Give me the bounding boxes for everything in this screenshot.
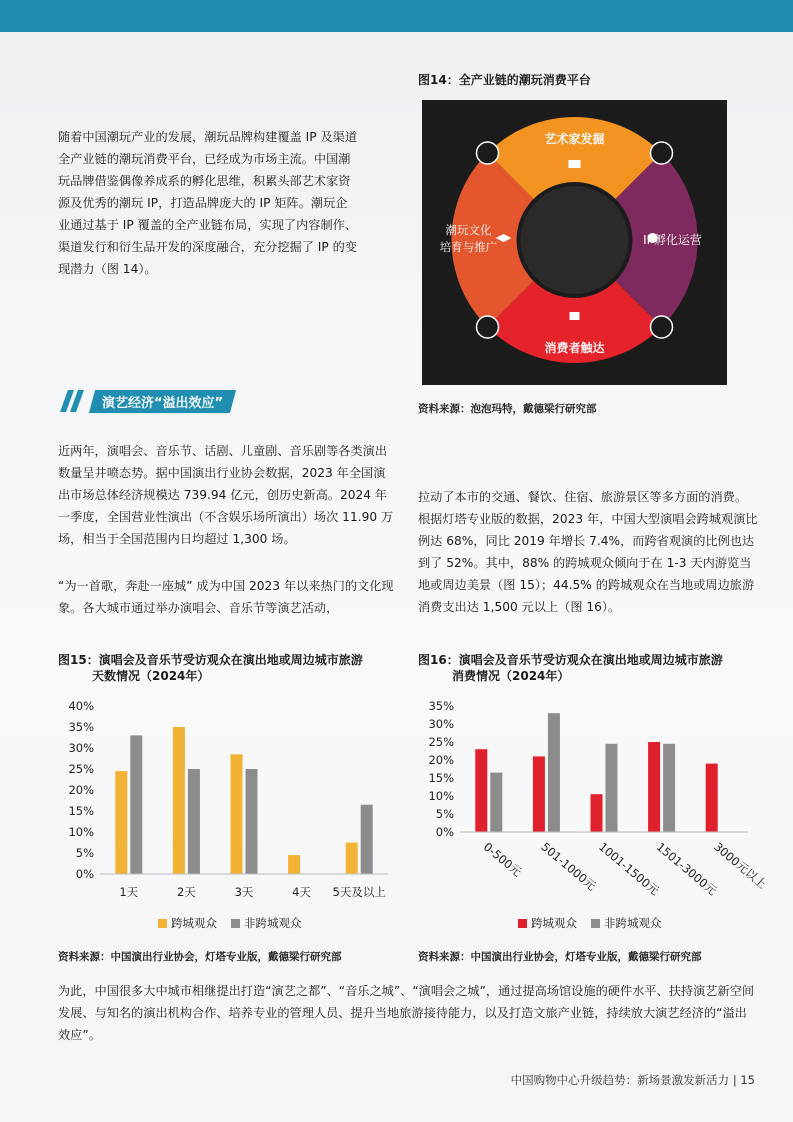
legend-label: 跨城观众: [171, 916, 217, 930]
artist-icon: [569, 160, 581, 168]
section-title: 演艺经济“溢出效应”: [102, 395, 224, 411]
bar: [346, 843, 358, 875]
y-tick-label: 10%: [68, 825, 94, 839]
segment-label-bottom: 消费者触达: [544, 341, 605, 355]
arrow-icon: [651, 316, 673, 338]
y-tick-label: 25%: [68, 762, 94, 776]
y-tick-label: 35%: [428, 699, 454, 713]
y-tick-label: 15%: [68, 804, 94, 818]
intro-paragraph: 随着中国潮玩产业的发展，潮玩品牌构建覆盖 IP 及渠道全产业链的潮玩消费平台，已经成为市场主流。中国潮玩品牌借鉴偶像养成系的孵化思维，积累头部艺术家资源及优秀的潮玩 IP，打造品牌庞大的 IP 矩阵。潮玩企业通过基于 IP 覆盖的全产业链布局，实现了内容制作、渠道发行和衍生品开发的深度融合，充分挖掘了 IP 的变现潜力（图 14）。: [58, 130, 358, 276]
x-tick-label: 501-1000元: [538, 839, 599, 894]
x-tick-label: 4天: [292, 885, 312, 899]
fig14-diagram: [422, 100, 727, 385]
y-tick-label: 5%: [75, 846, 94, 860]
bar: [663, 744, 675, 832]
y-tick-label: 0%: [75, 867, 94, 881]
y-tick-label: 15%: [428, 771, 454, 785]
x-tick-label: 3天: [234, 885, 254, 899]
legend-swatch: [591, 919, 600, 928]
bar: [288, 855, 300, 874]
section-header: [58, 389, 233, 413]
closing-paragraph: 为此，中国很多大中城市相继提出打造“演艺之都”、“音乐之城”、“演唱会之城”，通过提高场馆设施的硬件水平、扶持演艺新空间发展、与知名的演出机构合作、培养专业的管理人员、提升当地旅游接待能力，以及打造文旅产业链，持续放大演艺经济的“溢出效应”。: [58, 984, 755, 1042]
fig15-source: 资料来源：中国演出行业协会，灯塔专业版，戴德梁行研究部: [58, 951, 342, 963]
bar: [231, 754, 243, 874]
bar: [246, 769, 258, 874]
y-tick-label: 10%: [428, 789, 454, 803]
y-tick-label: 25%: [428, 735, 454, 749]
x-tick-label: 1天: [119, 885, 139, 899]
legend-label: 非跨城观众: [604, 916, 662, 930]
y-tick-label: 40%: [68, 699, 94, 713]
bar: [475, 749, 487, 832]
fig14-source: 资料来源：泡泡玛特，戴德梁行研究部: [418, 403, 597, 415]
fig15-title-line1: 图15：演唱会及音乐节受访观众在演出地或周边城市旅游: [58, 653, 363, 667]
legend-label: 跨城观众: [531, 916, 577, 930]
bar: [648, 742, 660, 832]
legend-swatch: [518, 919, 527, 928]
bar: [548, 713, 560, 832]
x-tick-label: 1001-1500元: [596, 839, 662, 898]
fig15-chart: [58, 692, 398, 937]
segment-label-right: IP孵化运营: [643, 233, 702, 247]
diagram-center: [521, 186, 629, 294]
segment-label-left-1: 潮玩文化: [445, 223, 492, 237]
fig16-title-line1: 图16：演唱会及音乐节受访观众在演出地或周边城市旅游: [418, 653, 723, 667]
fig16-chart: [418, 692, 770, 937]
top-banner: [0, 0, 793, 32]
arrow-icon: [477, 316, 499, 338]
fig16-title-line2: 消费情况（2024年）: [452, 669, 570, 683]
fig16-source: 资料来源：中国演出行业协会，灯塔专业版，戴德梁行研究部: [418, 951, 702, 963]
x-tick-label: 1501-3000元: [653, 839, 720, 898]
bar: [533, 756, 545, 832]
arrow-icon: [651, 142, 673, 164]
bar: [130, 735, 142, 874]
fig15-title-line2: 天数情况（2024年）: [92, 669, 210, 683]
para-left-2: “为一首歌，奔赴一座城” 成为中国 2023 年以来热门的文化现象。各大城市通过举办演唱会、音乐节等演艺活动，: [58, 579, 394, 615]
legend-swatch: [231, 919, 240, 928]
segment-label-top: 艺术家发掘: [544, 132, 605, 146]
bar: [606, 744, 618, 832]
y-tick-label: 0%: [435, 825, 454, 839]
y-tick-label: 30%: [428, 717, 454, 731]
legend-label: 非跨城观众: [244, 916, 302, 930]
fig14-title: 图14：全产业链的潮玩消费平台: [418, 73, 591, 87]
footer: 中国购物中心升级趋势：新场景激发新活力 | 15: [510, 1073, 755, 1087]
bar: [173, 727, 185, 874]
arrow-icon: [477, 142, 499, 164]
bar: [706, 764, 718, 832]
section-stripes-icon: [58, 390, 88, 412]
y-tick-label: 5%: [435, 807, 454, 821]
x-tick-label: 0-500元: [480, 839, 525, 880]
y-tick-label: 20%: [428, 753, 454, 767]
y-tick-label: 30%: [68, 741, 94, 755]
para-left-1: 近两年，演唱会、音乐节、话剧、儿童剧、音乐剧等各类演出数量呈井喷态势。据中国演出行业协会数据，2023 年全国演出市场总体经济规模达 739.94 亿元，创历史新高。2024 年一季度，全国营业性演出（不含娱乐场所演出）场次 11.90 万场，相当于全国范围内日均超过 1,300 场。: [58, 444, 394, 546]
shopping-basket-icon: [570, 312, 580, 320]
bar: [115, 771, 127, 874]
segment-label-left-2: 培育与推广: [439, 240, 498, 254]
x-tick-label: 3000元以上: [711, 839, 770, 892]
bar: [361, 805, 373, 874]
bar: [490, 773, 502, 832]
bar: [591, 794, 603, 832]
para-right: 拉动了本市的交通、餐饮、住宿、旅游景区等多方面的消费。根据灯塔专业版的数据，2023 年，中国大型演唱会跨城观演比例达 68%，同比 2019 年增长 7.4%，而跨省观演的比例也达到了 52%。其中，88% 的跨城观众倾向于在 1-3 天内游览当地或周边美景（图 15）；44.5% 的跨城观众在当地或周边旅游消费支出达 1,500 元以上（图 16）。: [418, 490, 758, 614]
y-tick-label: 35%: [68, 720, 94, 734]
x-tick-label: 5天及以上: [332, 885, 386, 899]
legend-swatch: [158, 919, 167, 928]
y-tick-label: 20%: [68, 783, 94, 797]
x-tick-label: 2天: [176, 885, 196, 899]
bar: [188, 769, 200, 874]
